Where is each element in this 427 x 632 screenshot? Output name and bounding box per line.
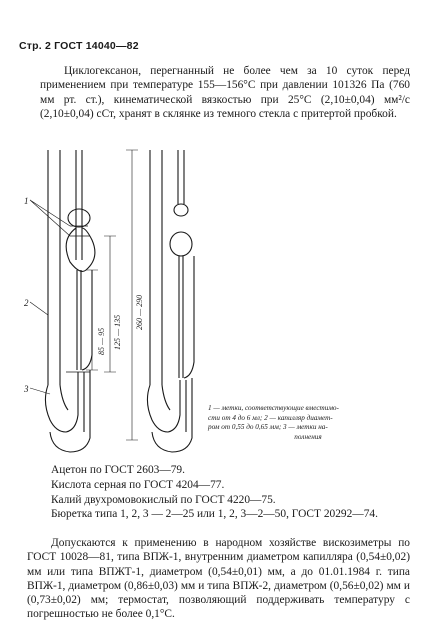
left-capillary bbox=[77, 270, 81, 370]
figure-caption bbox=[208, 404, 408, 442]
caption-line: ром от 0,55 до 0,65 мм; 3 — метки на- bbox=[208, 423, 328, 431]
caption-line: полнения bbox=[294, 432, 322, 441]
right-viscometer-tube bbox=[150, 150, 162, 385]
caption-line: 1 — метки, соответствующие вместимо- bbox=[208, 404, 339, 412]
figure-label-3: 3 bbox=[24, 384, 29, 394]
intro-paragraph: Циклогексанон, перегнанный не более чем за 10 суток перед применением при температуре 155—156°С при давлении 101326 Па (760 мм рт. ст.), кинематической вязкостью при 25°С (2,10±0,04) мм²/с (2,10±0,04) сСт, хранят в склянке из темного стекла с притертой пробкой. bbox=[40, 65, 410, 120]
left-main-bulb bbox=[66, 228, 95, 271]
burette-paragraph: Бюретка типа 1, 2, 3 — 2—25 или 1, 2, 3—2—50, ГОСТ 20292—74. bbox=[51, 508, 378, 520]
dimension-label-260-290: 260 — 290 bbox=[135, 294, 144, 330]
left-upper-bulb bbox=[68, 209, 90, 227]
right-capillary bbox=[179, 256, 183, 378]
left-lower-bulb bbox=[45, 372, 78, 432]
figure-label-2: 2 bbox=[24, 298, 29, 308]
reagent-potassium-dichromate: Калий двухромовокислый по ГОСТ 4220—75. bbox=[51, 494, 276, 506]
page-header: Стр. 2 ГОСТ 14040—82 bbox=[19, 40, 139, 52]
reagent-sulfuric-acid: Кислота серная по ГОСТ 4204—77. bbox=[51, 479, 225, 491]
left-bottom-u bbox=[50, 370, 90, 452]
dimension-label-85-95: 85 — 95 bbox=[97, 327, 106, 355]
left-viscometer-capillary-tube bbox=[76, 150, 82, 260]
figure-label-1: 1 bbox=[24, 196, 29, 206]
right-lower-bulb bbox=[147, 380, 180, 432]
left-viscometer-tube bbox=[48, 150, 60, 385]
allowed-equipment-paragraph: Допускаются к применению в народном хозяйстве вискозиметры по ГОСТ 10028—81, типа ВПЖ-1, внутренним диаметром капилляра (0,54±0,02) мм или типа ВПЖТ-1, диаметром (0,54±0,01) мм, а до 01.01.1984 г. типа ВПЖ-1, диаметром (0,86±0,03) мм и типа ВПЖ-2, диаметром (0,56±0,02) мм и (0,73±0,02) мм; термостат, позволяющий поддерживать температуру с погрешностью не более 0,1°С. bbox=[27, 537, 410, 621]
dimension-label-125-135: 125 — 135 bbox=[113, 314, 122, 350]
right-main-bulb bbox=[170, 232, 192, 256]
reagent-acetone: Ацетон по ГОСТ 2603—79. bbox=[51, 464, 185, 476]
right-upper-bulb bbox=[174, 204, 188, 216]
caption-line: сти от 4 до 6 мл; 2 — капилляр диамет- bbox=[208, 413, 333, 422]
right-viscometer-capillary-tube bbox=[178, 150, 184, 204]
right-bottom-u bbox=[152, 378, 192, 452]
